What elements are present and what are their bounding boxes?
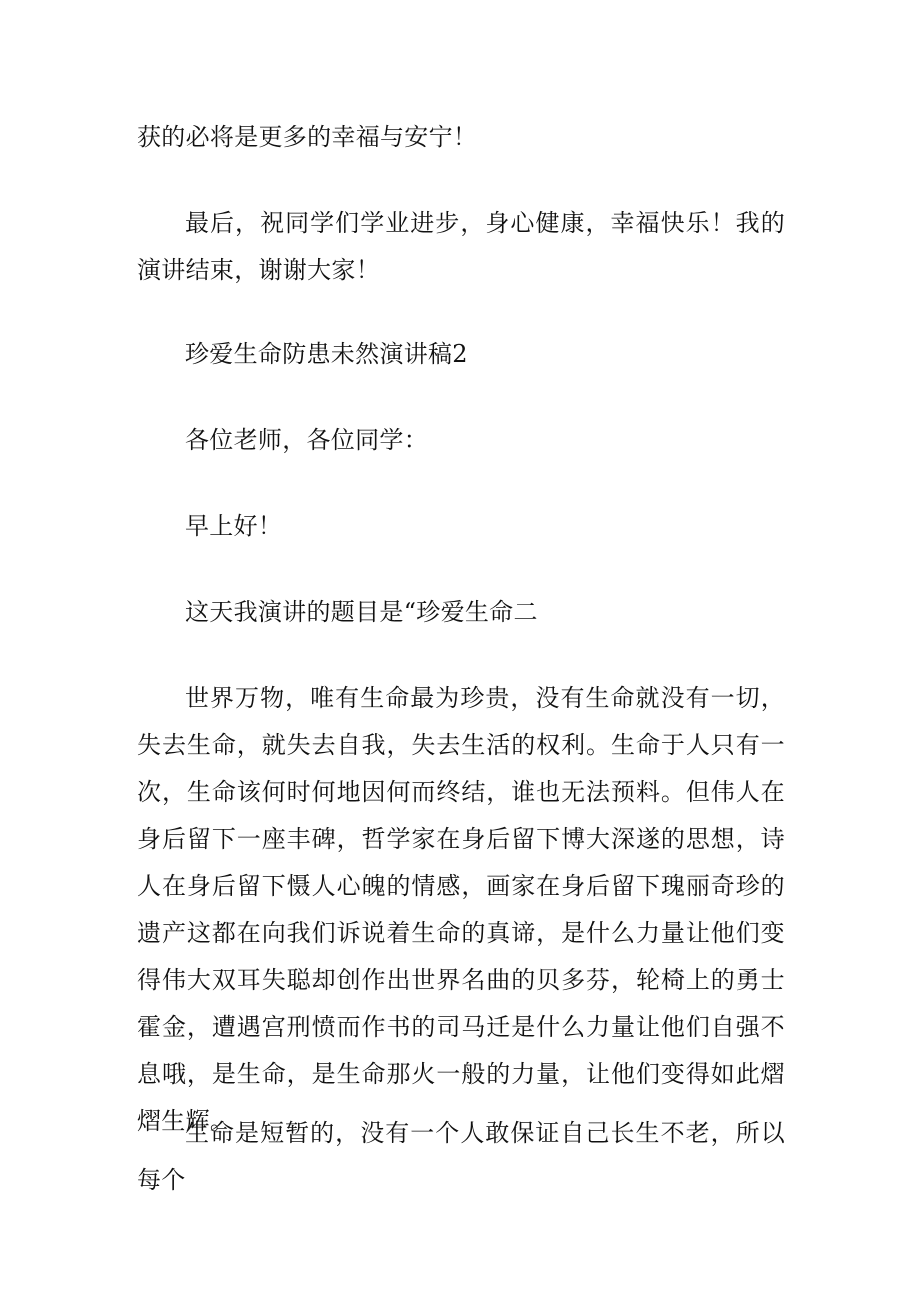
paragraph-body: 世界万物，唯有生命最为珍贵，没有生命就没有一切，失去生命，就失去自我，失去生活的权利。生命于人只有一次，生命该何时何地因何而终结，谁也无法预料。但伟人在身后留下一座丰碑，哲学家在身后留下博大深遂的思想，诗人在身后留下慑人心魄的情感，画家在身后留下瑰丽奇珍的遗产这都在向我们诉说着生命的真谛，是什么力量让他们变得伟大双耳失聪却创作出世界名曲的贝多芬，轮椅上的勇士霍金，遭遇宫刑愤而作书的司马迁是什么力量让他们自强不息哦，是生命，是生命那火一般的力量，让他们变得如此熠熠生辉。: [137, 684, 785, 1135]
speech-topic: 这天我演讲的题目是“珍爱生命二: [185, 598, 538, 626]
greeting: 早上好！: [185, 512, 283, 540]
paragraph-continuation: 获的必将是更多的幸福与安宁！: [137, 123, 478, 151]
salutation: 各位老师，各位同学：: [185, 426, 428, 454]
paragraph-next: 生命是短暂的，没有一个人敢保证自己长生不老，所以每个: [137, 1119, 785, 1194]
speech-title: 珍爱生命防患未然演讲稿2: [185, 340, 468, 368]
paragraph-closing: 最后，祝同学们学业进步，身心健康，幸福快乐！我的演讲结束，谢谢大家！: [137, 209, 785, 284]
